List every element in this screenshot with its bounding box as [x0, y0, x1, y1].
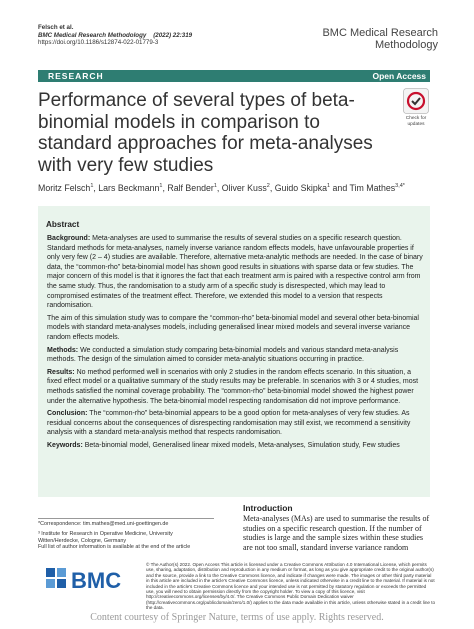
affiliation: ³ Institute for Research in Operative Medicine, University Witten/Herdecke, Cologne, Germany [38, 530, 173, 544]
footnotes [38, 518, 214, 551]
introduction-heading: Introduction [243, 503, 293, 513]
abstract-box [38, 206, 430, 497]
abstract-background-aim: The aim of this simulation study was to compare the “common-rho” beta-binomial model and several other beta-binomial models with standard meta-analyses models, including generalised linear mixed models and several inverse variance random effects models. [47, 314, 419, 341]
section-label: RESEARCH [48, 71, 104, 81]
author: Tim Mathes [349, 183, 396, 193]
author: Ralf Bender [167, 183, 214, 193]
introduction-text: Meta-analyses (MAs) are used to summarise the results of studies on a specific research question. If the number of studies is large and the sample sizes within these studies are not too small, standard inverse variance random [243, 514, 430, 552]
author: Lars Beckmann [98, 183, 160, 193]
abstract-methods: Methods: We conducted a simulation study comparing beta-binomial models and various standard meta-analysis methods. The design of the simulation aimed to consider meta-analytic situations occurring in practice. [47, 346, 399, 364]
journal-brand: BMC Medical Research Methodology [322, 27, 438, 51]
check-for-updates-icon[interactable] [403, 88, 429, 114]
author-list: Moritz Felsch$^1$, Lars Beckmann$^1$, Ralf Bender$^1$, Oliver Kuss$^2$, Guido Skipka$^1$ and Tim Mathes$^{3,4*}$ [38, 183, 405, 193]
check-for-updates-label: Check for updates [405, 116, 427, 127]
abstract-heading: Abstract [46, 220, 80, 229]
author: Oliver Kuss [221, 183, 267, 193]
abstract-keywords: Keywords: Beta-binomial model, Generalised linear mixed models, Meta-analyses, Simulation study, Few studies [47, 441, 400, 449]
abstract-conclusion: Conclusion: The “common-rho” beta-binomial appears to be a good option for meta-analyses of very few studies. As residual concerns about the consequences of disrespecting randomisation may still exist, we recommend a sensitivity analysis with a standard meta-analysis method that respects randomisation. [47, 410, 411, 437]
article-type-banner [38, 70, 430, 82]
bmc-logo [44, 565, 134, 593]
footer-notice: Content courtesy of Springer Nature, terms of use apply. Rights reserved. [90, 612, 384, 623]
header-journal: BMC Medical Research Methodology [38, 31, 147, 39]
abstract-results: Results: No method performed well in scenarios with only 2 studies in the random effects scenario. In this situation, a fixed effect model or a qualitative summary of the study results may be preferable. In scenarios with 3 or 4 studies, most methods satisfied the nominal coverage probability. The “common-rho” beta-binomial model showed the highest power under the alternative hypothesis. The beta-binomial model respecting randomisation did not improve performance. [47, 368, 419, 405]
full-list-note: Full list of author information is available at the end of the article [38, 544, 191, 551]
svg-text:BMC: BMC [71, 568, 122, 593]
header-authors: Felsch et al. [38, 24, 74, 31]
abstract-background: Background: Meta-analyses are used to summarise the results of several studies on a specific research question. Standard methods for meta-analyses, namely inverse variance random effects models, have unfavourable properties if only very few (2 – 4) studies are available. Therefore, alternative meta-analytic methods are needed. In the case of binary data, the “common-rho” beta-binomial model has shown good results in situations with sparse data or few studies. The major concern of this model is that it ignores the fact that each treatment arm is paired with a respective control arm from the same study. Thus, the randomisation to a study arm of a specific study is disrespected, which may lead to compromised estimates of the treatment effect. Therefore, we extended this model to a version that respects randomisation. [47, 235, 423, 310]
running-header [38, 24, 192, 47]
open-access-label: Open Access [372, 71, 426, 81]
header-doi[interactable]: https://doi.org/10.1186/s12874-022-01779-3 [38, 39, 159, 47]
article-title: Performance of several types of beta-binomial models in comparison to standard approaches for meta-analyses with very few studies [38, 90, 373, 176]
header-volume: (2022) 22:319 [153, 31, 193, 39]
license-text: © The Author(s) 2022. Open Access This article is licensed under a Creative Commons Attribution 4.0 International License, which permits use, sharing, adaptation, distribution and reproduction in any medium or format, as long as you give appropriate credit to the original author(s) and the source, provide a link to the Creative Commons licence, and indicate if changes were made. The images or other third party material in this article are included in the article's Creative Commons licence, unless indicated otherwise in a credit line to the material. If material is not included in the article's Creative Commons licence and your intended use is not permitted by statutory regulation or exceeds the permitted use, you will need to obtain permission directly from the copyright holder. To view a copy of this licence, visit http://creativecommons.org/licenses/by/4.0/. The Creative Commons Public Domain Dedication waiver (http://creativecommons.org/publicdomain/zero/1.0/) applies to the data made available in this article, unless otherwise stated in a credit line to the data. [146, 562, 436, 611]
correspondence[interactable]: *Correspondence: tim.mathes@med.uni-goettingen.de [38, 521, 169, 527]
author: Guido Skipka [274, 183, 328, 193]
author: Moritz Felsch [38, 183, 91, 193]
